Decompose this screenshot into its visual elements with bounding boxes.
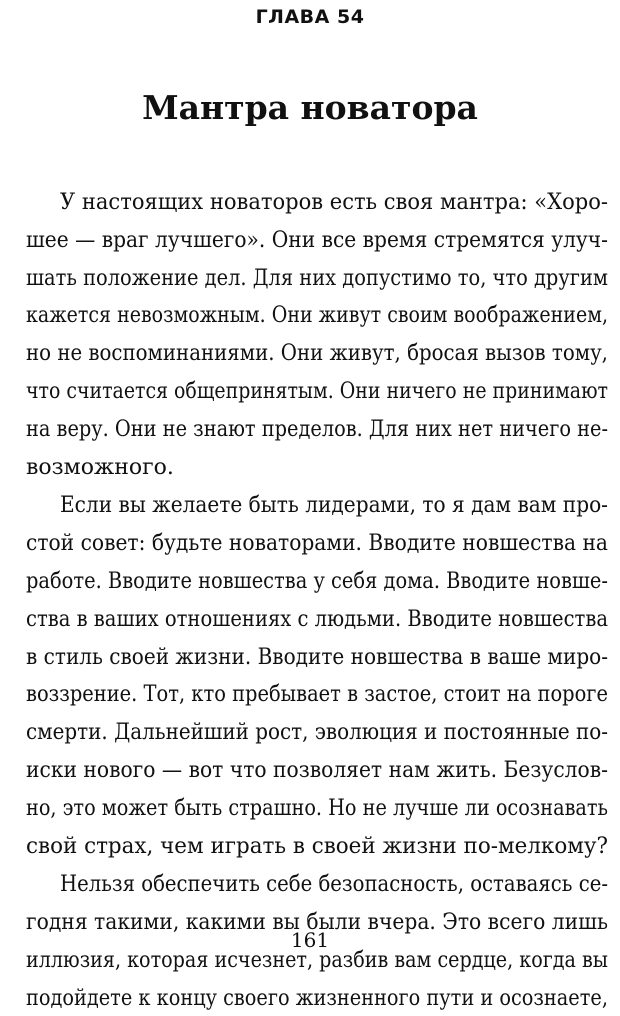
text-line: кажется невозможным. Они живут своим воображением,: [26, 303, 609, 328]
text-line: шее — враг лучшего». Они все время стремятся улуч-: [26, 228, 608, 253]
text-line: иллюзия, которая исчезнет, разбив вам сердце, когда вы: [26, 948, 609, 973]
text-line: но, это может быть страшно. Но не лучше ли осознавать: [26, 796, 609, 821]
text-line: годня такими, какими вы были вчера. Это всего лишь: [26, 910, 608, 935]
chapter-title: Мантра новатора: [142, 88, 478, 127]
text-line: У настоящих новаторов есть своя мантра: «Хоро-: [60, 190, 608, 215]
text-line: подойдете к концу своего жизненного пути и осознаете,: [26, 986, 608, 1011]
page-number: 161: [290, 928, 330, 952]
text-line: шать положение дел. Для них допустимо то, что другим: [26, 266, 608, 291]
text-line: ства в ваших отношениях с людьми. Вводите новшества: [26, 607, 608, 632]
text-line: в стиль своей жизни. Вводите новшества в ваше миро-: [26, 645, 609, 670]
text-line: свой страх, чем играть в своей жизни по-мелкому?: [26, 834, 609, 859]
text-line: стой совет: будьте новаторами. Вводите новшества на: [26, 531, 608, 556]
text-line: что считается общепринятым. Они ничего не принимают: [26, 379, 609, 404]
text-line: Если вы желаете быть лидерами, то я дам вам про-: [60, 493, 608, 518]
text-line: но не воспоминаниями. Они живут, бросая вызов тому,: [26, 341, 608, 366]
text-line: работе. Вводите новшества у себя дома. Вводите новше-: [26, 569, 608, 594]
text-line: возможного.: [26, 455, 174, 480]
text-line: на веру. Они не знают пределов. Для них нет ничего не-: [26, 417, 608, 442]
text-line: смерти. Дальнейший рост, эволюция и постоянные по-: [26, 720, 608, 745]
text-line: иски нового — вот что позволяет нам жить. Безуслов-: [26, 758, 608, 783]
text-line: воззрение. Тот, кто пребывает в застое, стоит на пороге: [26, 682, 608, 707]
chapter-label: ГЛАВА 54: [255, 6, 365, 28]
text-line: Нельзя обеспечить себе безопасность, оставаясь се-: [60, 872, 608, 897]
